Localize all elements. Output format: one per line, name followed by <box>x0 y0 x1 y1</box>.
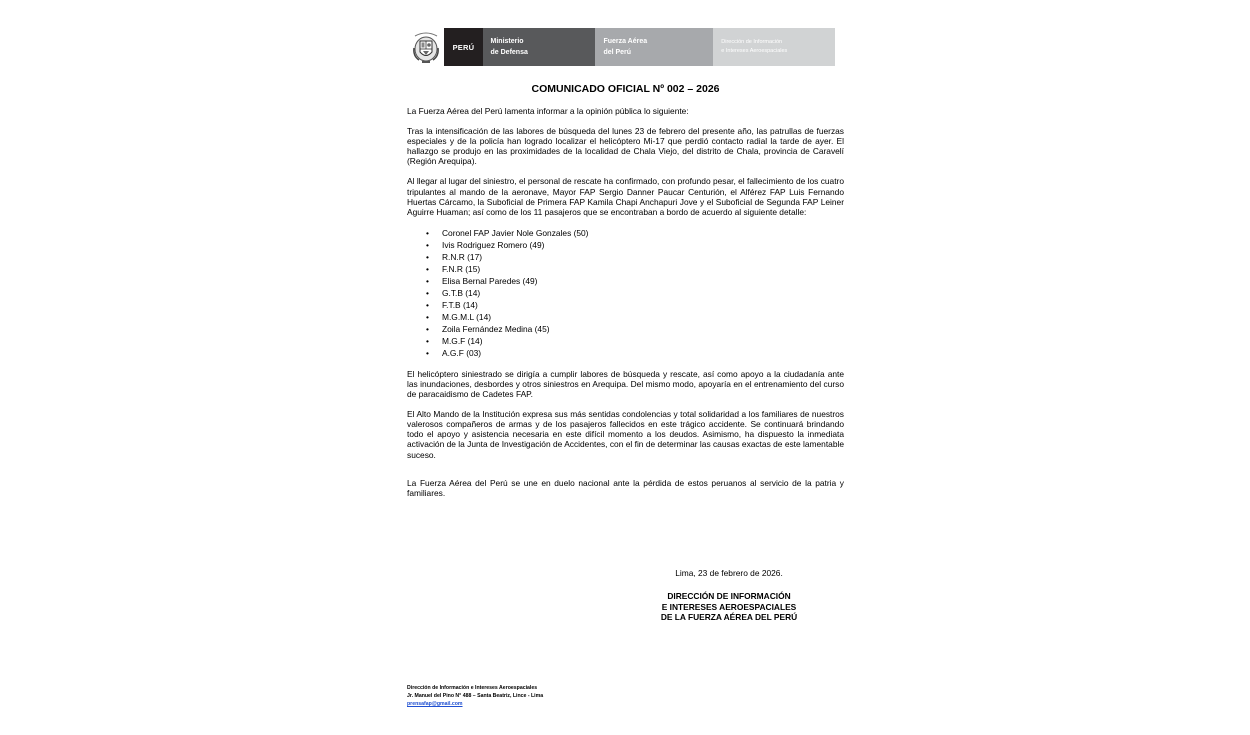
passenger-list <box>407 227 844 359</box>
document-page <box>407 28 844 718</box>
footer-address: Jr. Manuel del Pino N° 488 – Santa Beatriz, Lince - Lima <box>407 693 544 699</box>
ministry-line-1: Ministerio <box>490 38 524 45</box>
communique-title: COMUNICADO OFICIAL Nº 002 – 2026 <box>531 83 720 95</box>
casualties-paragraph: Al llegar al lugar del siniestro, el personal de rescate ha confirmado, con profundo pesar, el fallecimiento de los cuatro tripulantes al mando de la aeronave, Mayor FAP Sergio Danner Paucar Centurión, el Alférez FAP Luis Fernando Huertas Cárcamo, la Suboficial de Primera FAP Kamila Chapi Anchapuri Jove y el Suboficial de Segunda FAP Leiner Aguirre Huaman; así como de los 11 pasajeros que se encontraban a bordo de acuerdo al siguiente detalle: <box>407 176 844 217</box>
mission-paragraph: El helicóptero siniestrado se dirigía a cumplir labores de búsqueda y rescate, así como apoyo a la ciudadanía ante las inundaciones, desbordes y otros siniestros en Arequipa. Del mismo modo, apoyaría en el entrenamiento del curso de paracaidismo de Cadetes FAP. <box>407 368 844 400</box>
list-item: • G.T.B (14) <box>442 287 844 299</box>
air-force-line-2: del Perú <box>603 49 632 56</box>
coat-of-arms-icon <box>407 28 444 66</box>
list-item: • M.G.F (14) <box>442 335 844 347</box>
signature-block <box>635 591 823 623</box>
ministry-line-2: de Defensa <box>490 49 528 56</box>
direction-label <box>713 28 835 66</box>
signature-line-3: DE LA FUERZA AÉREA DEL PERÚ <box>660 612 798 622</box>
list-item: • Elisa Bernal Paredes (49) <box>442 275 844 287</box>
footer-office: Dirección de Información e Intereses Aeroespaciales <box>407 685 538 691</box>
ministry-label <box>483 28 596 66</box>
direction-line-1: Dirección de Información <box>721 39 783 45</box>
list-item: • M.G.M.L (14) <box>442 311 844 323</box>
letterhead <box>407 28 835 66</box>
list-item: • Ivis Rodriguez Romero (49) <box>442 239 844 251</box>
communique-body <box>407 106 844 508</box>
footer <box>407 684 543 708</box>
country-label: PERÚ <box>444 28 482 66</box>
list-item: • Zoila Fernández Medina (45) <box>442 323 844 335</box>
direction-line-2: e Intereses Aeroespaciales <box>721 48 788 54</box>
condolences-paragraph: El Alto Mando de la Institución expresa sus más sentidas condolencias y total solidaridad a los familiares de nuestros valerosos compañeros de armas y de los pasajeros fallecidos en este trágico accidente. Se continuará brindando todo el apoyo y asistencia necesaria en este difícil momento a los deudos. Asimismo, ha dispuesto la inmediata activación de la Junta de Investigación de Accidentes, con el fin de determinar las causas exactas de este lamentable suceso. <box>407 409 844 460</box>
signature-line-1: DIRECCIÓN DE INFORMACIÓN <box>667 591 791 601</box>
signature-line-2: E INTERESES AEROESPACIALES <box>661 601 797 612</box>
list-item: • A.G.F (03) <box>442 347 844 359</box>
spacer <box>407 470 844 478</box>
intro-paragraph: La Fuerza Aérea del Perú lamenta informar a la opinión pública lo siguiente: <box>407 106 689 116</box>
list-item: • F.T.B (14) <box>442 299 844 311</box>
air-force-label <box>595 28 713 66</box>
list-item: • F.N.R (15) <box>442 263 844 275</box>
mourning-paragraph: La Fuerza Aérea del Perú se une en duelo nacional ante la pérdida de estos peruanos al servicio de la patria y familiares. <box>407 477 844 498</box>
document-date: Lima, 23 de febrero de 2026. <box>675 568 783 578</box>
list-item: • R.N.R (17) <box>442 251 844 263</box>
list-item: • Coronel FAP Javier Nole Gonzales (50) <box>442 227 844 239</box>
footer-email-link[interactable]: prensafap@gmail.com <box>407 701 463 707</box>
search-paragraph: Tras la intensificación de las labores de búsqueda del lunes 23 de febrero del presente año, las patrullas de fuerzas especiales y de la policía han logrado localizar el helicóptero Mi-17 que perdió contacto radial la tarde de ayer. El hallazgo se produjo en las proximidades de la localidad de Chala Viejo, del distrito de Chala, provincia de Caravelí (Región Arequipa). <box>407 126 844 167</box>
air-force-line-1: Fuerza Aérea <box>603 38 648 45</box>
